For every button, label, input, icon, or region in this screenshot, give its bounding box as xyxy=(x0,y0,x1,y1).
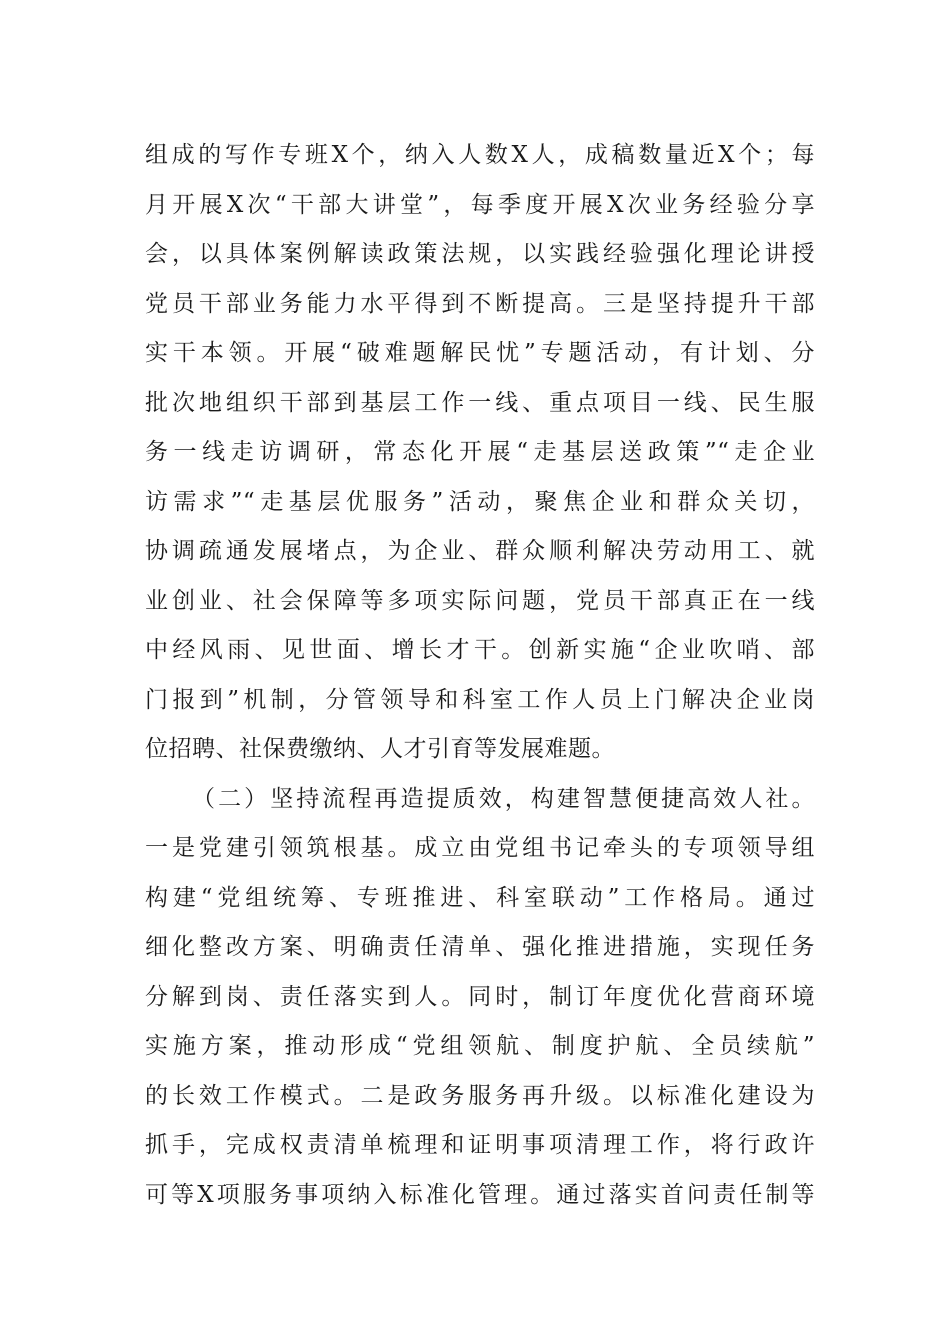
text-line: 一是党建引领筑根基。成立由党组书记牵头的专项领导组 xyxy=(145,835,815,861)
text-line: 访需求”“走基层优服务”活动，聚焦企业和群众关切， xyxy=(145,488,815,515)
section-heading-line: （二）坚持流程再造提质效，构建智慧便捷高效人社。 xyxy=(192,785,815,812)
text-line: 抓手，完成权责清单梳理和证明事项清理工作，将行政许 xyxy=(145,1132,815,1158)
text-line: 细化整改方案、明确责任清单、强化推进措施，实现任务 xyxy=(145,934,815,960)
text-line: 协调疏通发展堵点，为企业、群众顺利解决劳动用工、就 xyxy=(145,538,815,564)
paragraph-end-line: 位招聘、社保费缴纳、人才引育等发展难题。 xyxy=(145,736,615,762)
text-line: 实施方案，推动形成“党组领航、制度护航、全员续航” xyxy=(145,1033,815,1059)
body-text xyxy=(145,131,815,1220)
text-line: 党员干部业务能力水平得到不断提高。三是坚持提升干部 xyxy=(145,290,815,317)
text-line: 实干本领。开展“破难题解民忧”专题活动，有计划、分 xyxy=(145,340,815,366)
text-line: 月开展X次“干部大讲堂”，每季度开展X次业务经验分享 xyxy=(145,191,815,218)
text-line: 组成的写作专班X个，纳入人数X人，成稿数量近X个；每 xyxy=(145,142,815,168)
text-line: 批次地组织干部到基层工作一线、重点项目一线、民生服 xyxy=(145,389,815,416)
text-line: 构建“党组统筹、专班推进、科室联动”工作格局。通过 xyxy=(145,884,815,911)
text-line: 可等X项服务事项纳入标准化管理。通过落实首问责任制等 xyxy=(145,1181,815,1208)
text-line: 门报到”机制，分管领导和科室工作人员上门解决企业岗 xyxy=(145,686,815,713)
text-line: 会，以具体案例解读政策法规，以实践经验强化理论讲授 xyxy=(145,241,815,267)
text-line: 分解到岗、责任落实到人。同时，制订年度优化营商环境 xyxy=(145,983,815,1010)
text-line: 务一线走访调研，常态化开展“走基层送政策”“走企业 xyxy=(145,439,815,465)
text-line: 中经风雨、见世面、增长才干。创新实施“企业吹哨、部 xyxy=(145,637,815,663)
text-line: 的长效工作模式。二是政务服务再升级。以标准化建设为 xyxy=(145,1082,815,1109)
text-line: 业创业、社会保障等多项实际问题，党员干部真正在一线 xyxy=(145,587,815,614)
